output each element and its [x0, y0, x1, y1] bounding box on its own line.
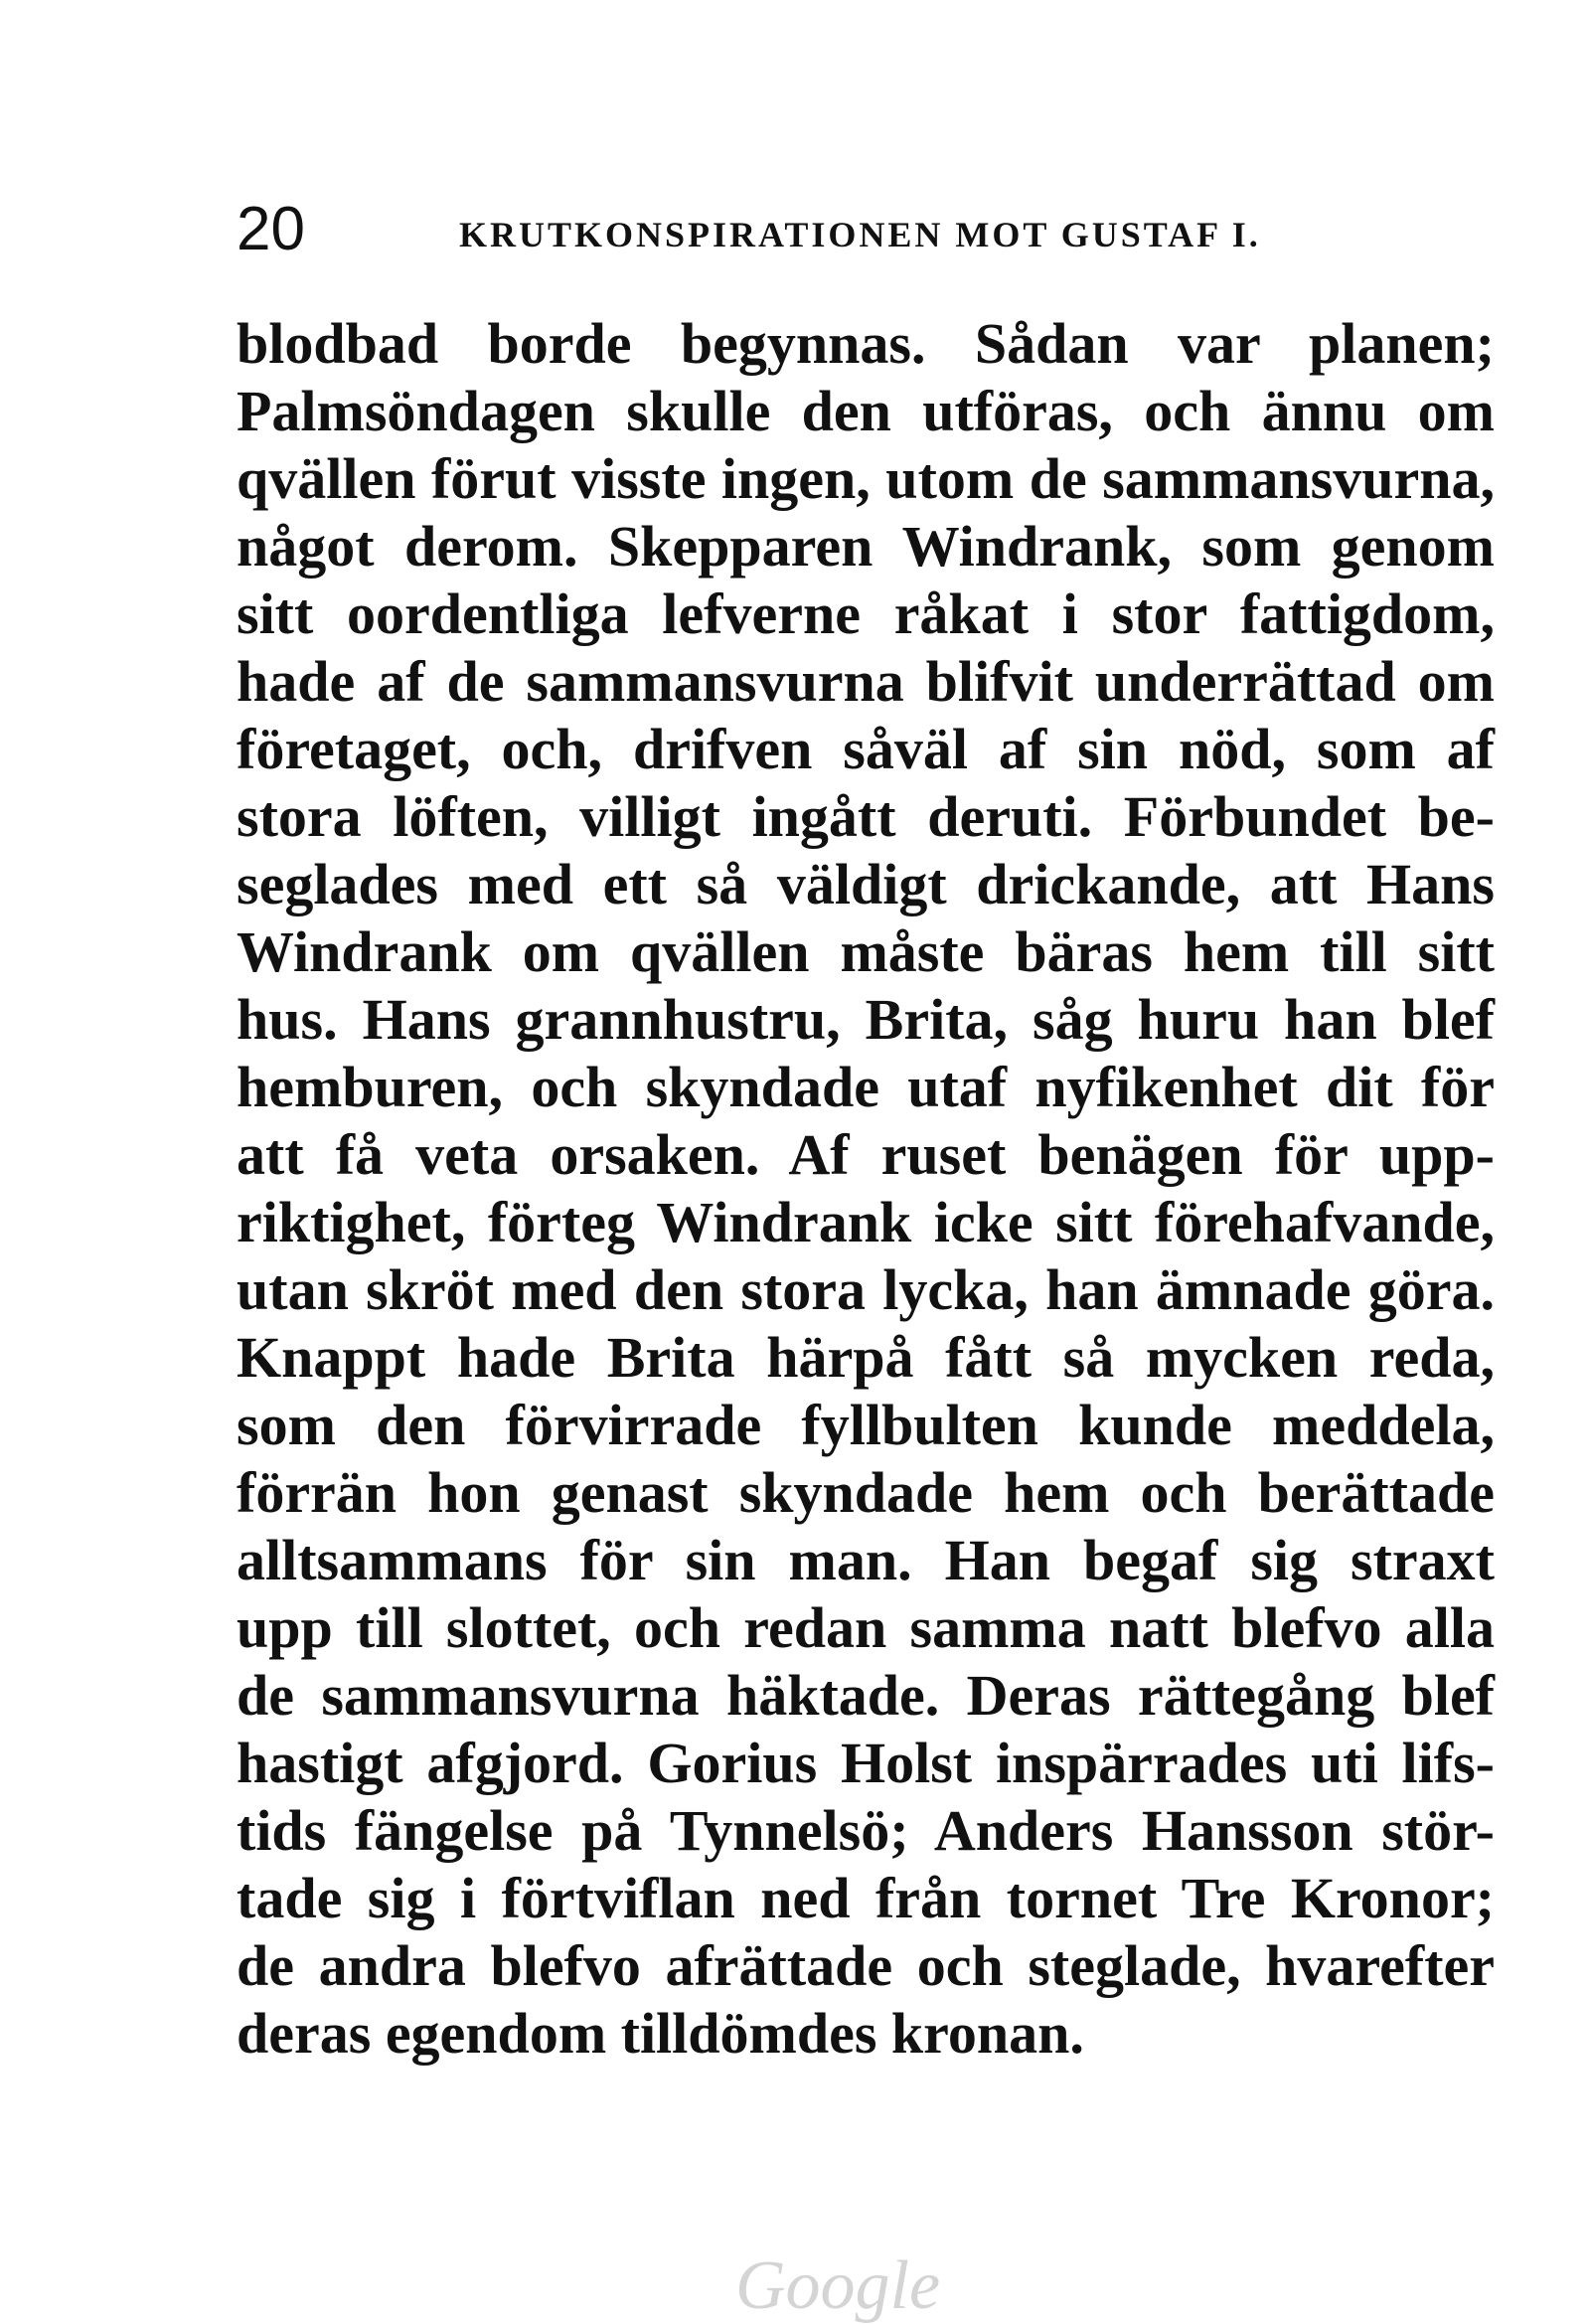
text-line: de andra blefvo afrättade och steglade, hvarefter: [237, 1933, 1495, 1998]
text-line: företaget, och, drifven såväl af sin nöd, som af: [237, 717, 1495, 781]
text-line: qvällen förut visste ingen, utom de sammansvurna,: [237, 446, 1495, 511]
text-line: riktighet, förteg Windrank icke sitt förehafvande,: [237, 1190, 1495, 1254]
text-line: Windrank om qvällen måste bäras hem till sitt: [237, 919, 1495, 984]
text-line: förrän hon genast skyndade hem och berättade: [237, 1460, 1495, 1525]
text-line: stora löften, villigt ingått deruti. Förbundet be-: [237, 784, 1495, 849]
text-line: Palmsöndagen skulle den utföras, och ännu om: [237, 379, 1495, 443]
text-line: blodbad borde begynnas. Sådan var planen;: [237, 311, 1495, 376]
text-line: hade af de sammansvurna blifvit underrättad om: [237, 649, 1495, 714]
text-line: hemburen, och skyndade utaf nyfikenhet dit för: [237, 1055, 1495, 1119]
text-line: hus. Hans grannhustru, Brita, såg huru han blef: [237, 987, 1495, 1052]
text-line: att få veta orsaken. Af ruset benägen för upp-: [237, 1122, 1495, 1187]
text-line: alltsammans för sin man. Han begaf sig straxt: [237, 1528, 1495, 1592]
text-line: sitt oordentliga lefverne råkat i stor fattigdom,: [237, 581, 1495, 646]
running-title: KRUTKONSPIRATIONEN MOT GUSTAF I.: [459, 215, 1261, 254]
running-head: [237, 195, 1509, 264]
text-line: hastigt afgjord. Gorius Holst inspärrades uti lifs-: [237, 1731, 1495, 1795]
page-number: 20: [237, 195, 305, 263]
text-line: deras egendom tilldömdes kronan.: [237, 2001, 1084, 2066]
text-line: tade sig i förtviflan ned från tornet Tre Kronor;: [237, 1866, 1495, 1930]
text-line: seglades med ett så väldigt drickande, att Hans: [237, 852, 1495, 916]
text-line: som den förvirrade fyllbulten kunde meddela,: [237, 1393, 1495, 1457]
text-line: tids fängelse på Tynnelsö; Anders Hansson stör-: [237, 1798, 1495, 1863]
text-line: något derom. Skepparen Windrank, som genom: [237, 514, 1495, 579]
text-line: upp till slottet, och redan samma natt blefvo alla: [237, 1595, 1495, 1660]
watermark: Google: [735, 2247, 941, 2324]
text-line: utan skröt med den stora lycka, han ämnade göra.: [237, 1257, 1495, 1322]
body-text: [237, 310, 1495, 2068]
text-line: de sammansvurna häktade. Deras rättegång blef: [237, 1663, 1495, 1728]
text-line: Knappt hade Brita härpå fått så mycken reda,: [237, 1325, 1495, 1390]
